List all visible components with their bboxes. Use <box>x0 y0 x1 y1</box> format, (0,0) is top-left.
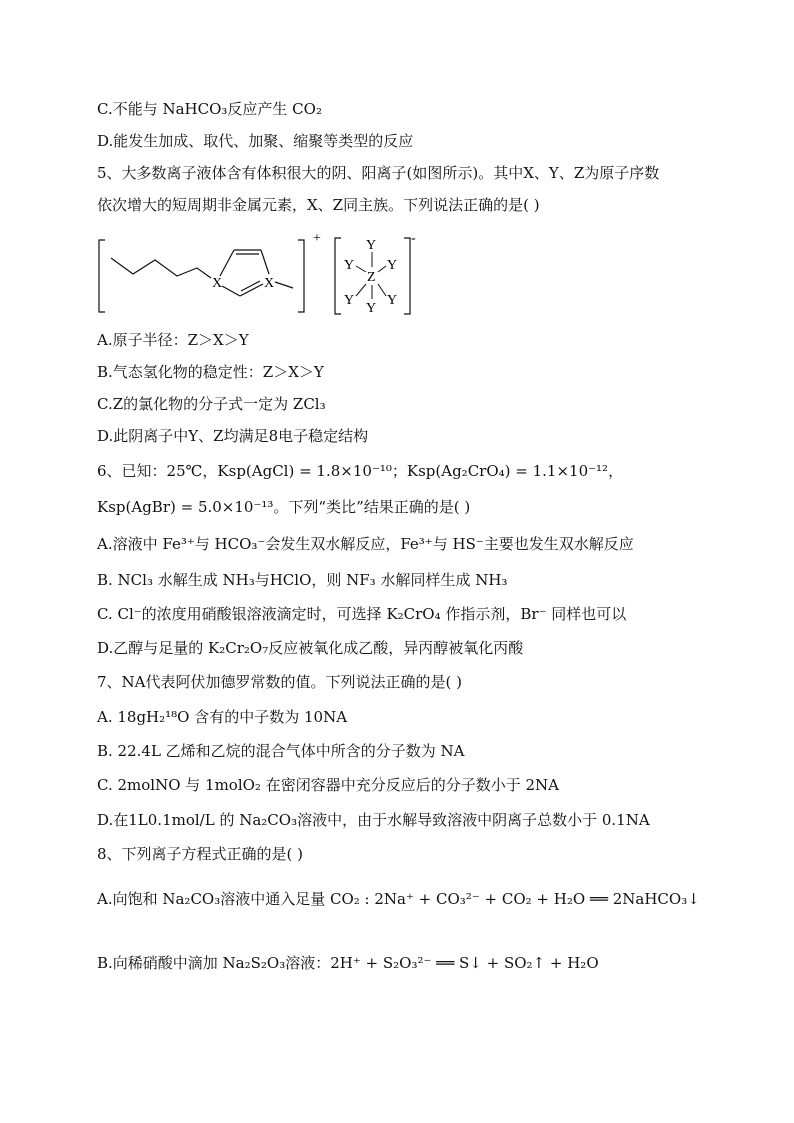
option-q5-b: B.气态氢化物的稳定性：Z＞X＞Y <box>97 363 324 381</box>
option-q4-d: D.能发生加成、取代、加聚、缩聚等类型的反应 <box>97 132 414 150</box>
ligand-upper-left: Y <box>344 258 355 273</box>
option-q6-a: A.溶液中 Fe³⁺与 HCO₃⁻会发生双水解反应，Fe³⁺与 HS⁻主要也发生双水解反应 <box>97 535 634 553</box>
option-q7-a: A. 18gH₂¹⁸O 含有的中子数为 10NA <box>97 708 348 726</box>
anion-charge: - <box>411 231 416 246</box>
question-8-stem: 8、下列离子方程式正确的是( ) <box>97 845 304 863</box>
question-6-stem-line-1: 6、已知：25℃，Ksp(AgCl) = 1.8×10⁻¹⁰；Ksp(Ag₂CrO₄) = 1.1×10⁻¹²， <box>97 462 624 480</box>
question-5-stem-line-1: 5、大多数离子液体含有体积很大的阴、阳离子(如图所示)。其中X、Y、Z为原子序数 <box>97 164 660 182</box>
option-q7-b: B. 22.4L 乙烯和乙烷的混合气体中所含的分子数为 NA <box>97 742 465 760</box>
option-q8-a: A.向饱和 Na₂CO₃溶液中通入足量 CO₂ : 2Na⁺ + CO₃²⁻ + CO₂ + H₂O ══ 2NaHCO₃↓ <box>97 890 700 908</box>
option-q6-d: D.乙醇与足量的 K₂Cr₂O₇反应被氧化成乙酸，异丙醇被氧化丙酸 <box>97 639 524 657</box>
option-q7-d: D.在1L0.1mol/L 的 Na₂CO₃溶液中，由于水解导致溶液中阴离子总数小于 0.1NA <box>97 811 650 829</box>
option-q5-a: A.原子半径：Z＞X＞Y <box>97 331 249 349</box>
ligand-bottom: Y <box>366 301 377 316</box>
option-q4-c: C.不能与 NaHCO₃反应产生 CO₂ <box>97 100 322 118</box>
ligand-lower-right: Y <box>387 293 398 308</box>
ring-atom-left: X <box>212 276 223 291</box>
ligand-top: Y <box>366 238 377 253</box>
ligand-upper-right: Y <box>387 258 398 273</box>
question-6-stem-line-2: Ksp(AgBr) = 5.0×10⁻¹³。下列“类比”结果正确的是( ) <box>97 498 471 516</box>
option-q7-c: C. 2molNO 与 1molO₂ 在密闭容器中充分反应后的分子数小于 2NA <box>97 776 559 794</box>
center-atom: Z <box>367 270 376 285</box>
option-q6-b: B. NCl₃ 水解生成 NH₃与HClO，则 NF₃ 水解同样生成 NH₃ <box>97 571 508 589</box>
option-q8-b: B.向稀硝酸中滴加 Na₂S₂O₃溶液：2H⁺ + S₂O₃²⁻ ══ S↓ + SO₂↑ + H₂O <box>97 954 599 972</box>
ionic-liquid-structure-figure <box>93 226 423 322</box>
option-q6-c: C. Cl⁻的浓度用硝酸银溶液滴定时，可选择 K₂CrO₄ 作指示剂，Br⁻ 同样也可以 <box>97 605 627 623</box>
question-5-stem-line-2: 依次增大的短周期非金属元素，X、Z同主族。下列说法正确的是( ) <box>97 196 540 214</box>
option-q5-d: D.此阴离子中Y、Z均满足8电子稳定结构 <box>97 427 369 445</box>
option-q5-c: C.Z的氯化物的分子式一定为 ZCl₃ <box>97 395 326 413</box>
cation-charge: + <box>313 231 321 246</box>
ring-atom-right: X <box>264 276 275 291</box>
ligand-lower-left: Y <box>344 293 355 308</box>
question-7-stem: 7、NA代表阿伏加德罗常数的值。下列说法正确的是( ) <box>97 673 462 691</box>
